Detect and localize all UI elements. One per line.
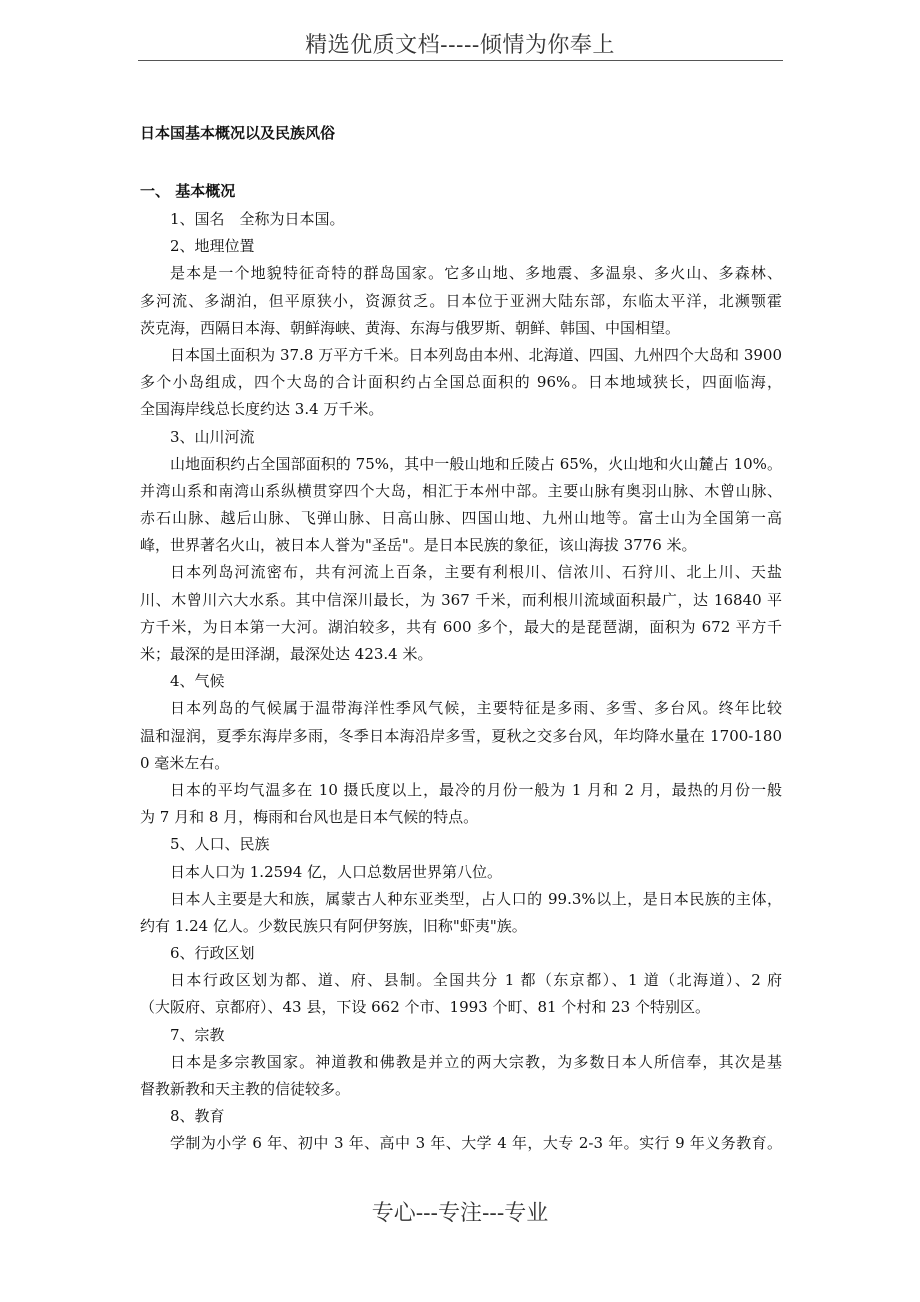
- document-title: 日本国基本概况以及民族风俗: [140, 124, 336, 142]
- paragraph-line: 学制为小学 6 年、初中 3 年、高中 3 年、大学 4 年，大专 2-3 年。实行 9 年义务教育。: [170, 1134, 782, 1153]
- paragraph-line: 川、木曾川六大水系。其中信深川最长，为 367 千米，而利根川流域面积最广，达 16840 平: [140, 590, 782, 609]
- page-footer: 专心---专注---专业: [371, 1201, 549, 1226]
- paragraph-line: 3、山川河流: [170, 427, 255, 446]
- paragraph-line: 全国海岸线总长度约达 3.4 万千米。: [140, 400, 384, 419]
- paragraph-line: 日本人口为 1.2594 亿，人口总数居世界第八位。: [170, 862, 503, 881]
- paragraph-line: 米；最深的是田泽湖，最深处达 423.4 米。: [140, 645, 433, 663]
- paragraph-line: 多个小岛组成，四个大岛的合计面积约占全国总面积的 96%。日本地域狭长，四面临海，: [140, 373, 782, 392]
- paragraph-line: 茨克海，西隔日本海、朝鲜海峡、黄海、东海与俄罗斯、朝鲜、韩国、中国相望。: [140, 318, 681, 337]
- paragraph-line: 1、国名 全称为日本国。: [170, 210, 345, 228]
- paragraph-line: 4、气候: [170, 672, 225, 691]
- paragraph-line: 日本列岛的气候属于温带海洋性季风气候，主要特征是多雨、多雪、多台风。终年比较: [170, 699, 782, 718]
- paragraph-line: 日本人主要是大和族，属蒙古人种东亚类型，占人口的 99.3%以上，是日本民族的主体，: [170, 889, 782, 908]
- paragraph-line: 多河流、多湖泊，但平原狭小，资源贫乏。日本位于亚洲大陆东部，东临太平洋，北濒颚霍: [140, 291, 782, 310]
- paragraph-line: 7、宗教: [170, 1025, 225, 1044]
- paragraph-line: 5、人口、民族: [170, 835, 270, 854]
- paragraph-line: 日本列岛河流密布，共有河流上百条，主要有利根川、信浓川、石狩川、北上川、天盐: [170, 563, 782, 582]
- paragraph-line: 0 毫米左右。: [140, 753, 230, 772]
- page-header: 精选优质文档-----倾情为你奉上: [305, 33, 615, 58]
- paragraph-line: 8、教育: [170, 1107, 225, 1126]
- section-heading: 一、 基本概况: [140, 182, 236, 200]
- paragraph-line: （大阪府、京都府）、43 县，下设 662 个市、1993 个町、81 个村和 23 个特别区。: [140, 998, 710, 1017]
- paragraph-line: 督教新教和天主教的信徒较多。: [140, 1080, 351, 1098]
- document-body: [140, 206, 782, 1158]
- paragraph-line: 并湾山系和南湾山系纵横贯穿四个大岛，相汇于本州中部。主要山脉有奥羽山脉、木曾山脉、: [140, 481, 782, 500]
- paragraph-line: 约有 1.24 亿人。少数民族只有阿伊努族，旧称"虾夷"族。: [140, 916, 527, 935]
- paragraph-line: 方千米，为日本第一大河。湖泊较多，共有 600 多个，最大的是琵琶湖，面积为 672 平方千: [140, 617, 782, 636]
- paragraph-line: 日本行政区划为都、道、府、县制。全国共分 1 都（东京都）、1 道（北海道）、2 府: [170, 971, 782, 990]
- paragraph-line: 2、地理位置: [170, 237, 255, 256]
- paragraph-line: 温和湿润，夏季东海岸多雨，冬季日本海沿岸多雪，夏秋之交多台风，年均降水量在 1700-180: [140, 726, 782, 745]
- paragraph-line: 赤石山脉、越后山脉、飞弹山脉、日高山脉、四国山地、九州山地等。富士山为全国第一高: [140, 509, 782, 528]
- paragraph-line: 日本的平均气温多在 10 摄氏度以上，最冷的月份一般为 1 月和 2 月，最热的月份一般: [170, 780, 782, 799]
- paragraph-line: 是本是一个地貌特征奇特的群岛国家。它多山地、多地震、多温泉、多火山、多森林、: [170, 264, 782, 283]
- header-divider: [138, 60, 783, 61]
- paragraph-line: 为 7 月和 8 月，梅雨和台风也是日本气候的特点。: [140, 808, 479, 827]
- paragraph-line: 日本是多宗教国家。神道教和佛教是并立的两大宗教，为多数日本人所信奉，其次是基: [170, 1052, 782, 1071]
- paragraph-line: 峰，世界著名火山，被日本人誉为"圣岳"。是日本民族的象征，该山海拔 3776 米。: [140, 536, 697, 555]
- paragraph-line: 山地面积约占全国部面积的 75%，其中一般山地和丘陵占 65%，火山地和火山麓占 10%。: [170, 454, 782, 473]
- paragraph-line: 6、行政区划: [170, 944, 255, 963]
- paragraph-line: 日本国土面积为 37.8 万平方千米。日本列岛由本州、北海道、四国、九州四个大岛和 3900: [170, 345, 782, 364]
